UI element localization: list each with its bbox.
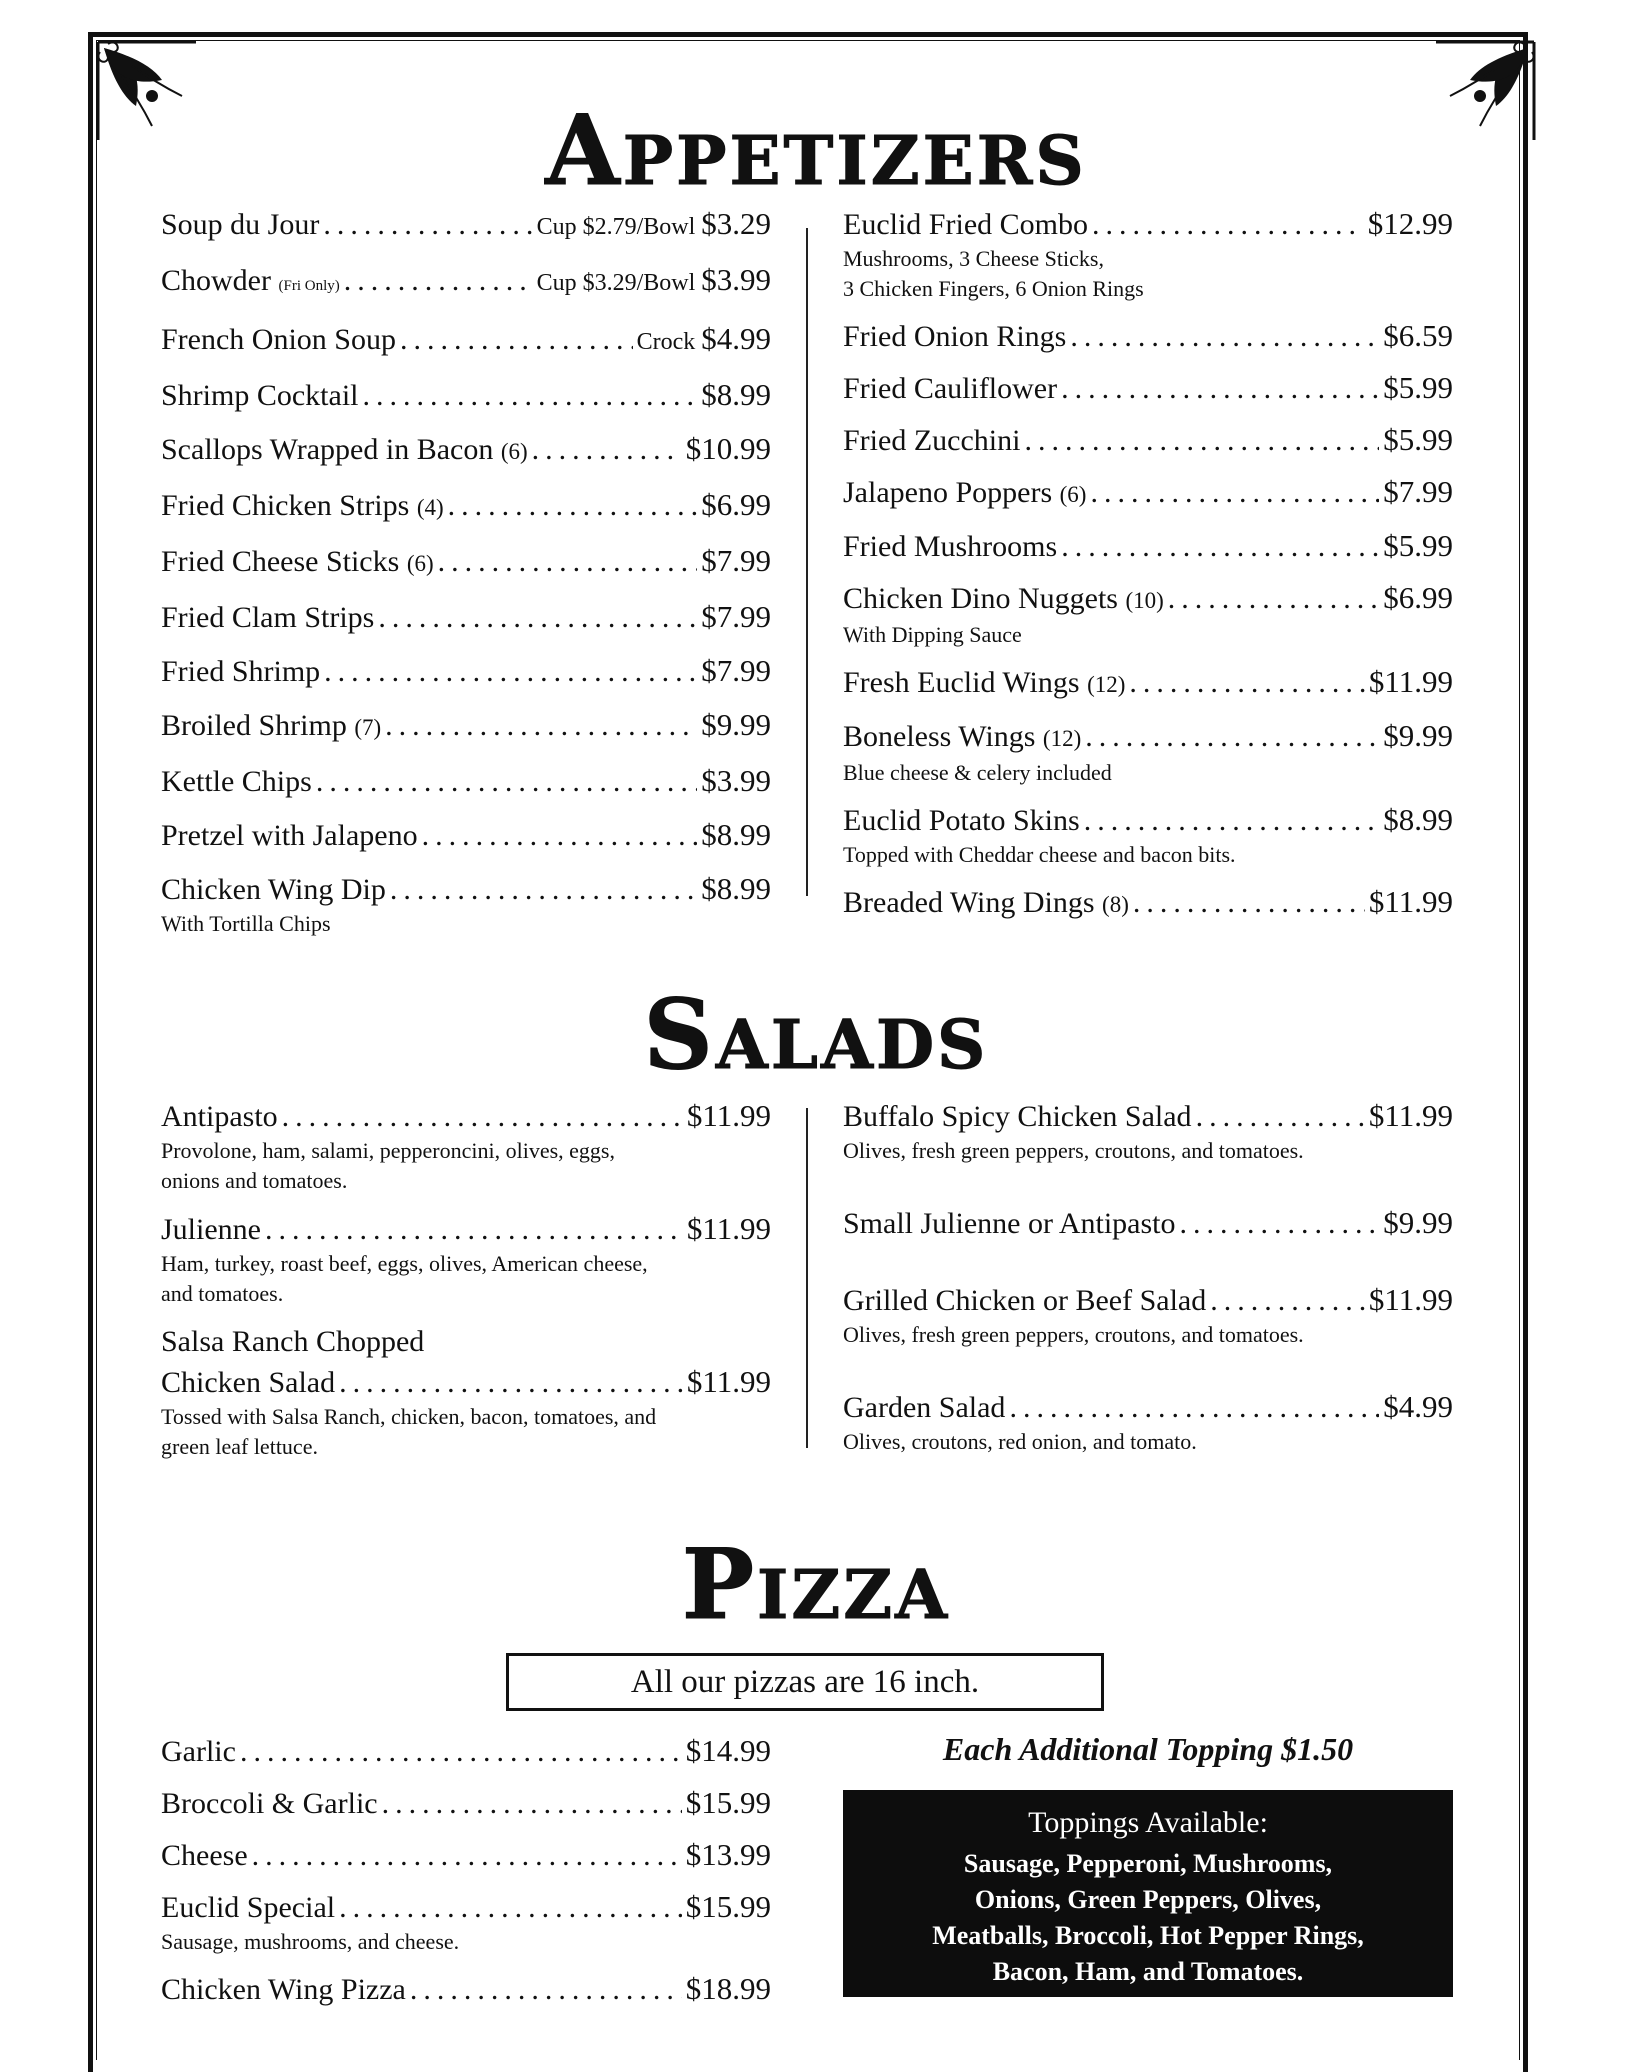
menu-item-price-prefix: Cup $3.29/Bowl xyxy=(536,270,702,296)
menu-item-name: Fried Shrimp xyxy=(161,655,321,688)
menu-item-description: Olives, fresh green peppers, croutons, and tomatoes. xyxy=(843,1322,1304,1347)
menu-item xyxy=(843,800,1453,871)
menu-item-price: $6.99 xyxy=(1383,580,1453,615)
menu-item-name: Garden Salad xyxy=(843,1391,1006,1424)
menu-item-row xyxy=(161,651,771,692)
menu-item-row xyxy=(161,1783,771,1824)
menu-item xyxy=(161,1783,771,1824)
menu-item-name: Fried Onion Rings xyxy=(843,320,1067,353)
dot-leader xyxy=(1070,317,1379,357)
menu-item-price: $3.99 xyxy=(701,763,771,798)
menu-item-name: Broccoli & Garlic xyxy=(161,1787,378,1820)
menu-item-price: $11.99 xyxy=(686,1364,771,1399)
menu-item-name: Euclid Special xyxy=(161,1891,336,1924)
menu-item-price: Crock $4.99 xyxy=(636,321,771,356)
menu-item-description: Olives, croutons, red onion, and tomato. xyxy=(843,1429,1197,1454)
menu-item-description: 3 Chicken Fingers, 6 Onion Rings xyxy=(843,276,1144,301)
menu-item-name: Fried Clam Strips xyxy=(161,601,375,634)
menu-item-row xyxy=(843,1096,1453,1137)
menu-item-price: $14.99 xyxy=(685,1733,771,1768)
menu-item-row xyxy=(843,1387,1453,1428)
dot-leader xyxy=(344,261,533,301)
menu-item-description: Blue cheese & celery included xyxy=(843,760,1112,785)
menu-item-name: Boneless Wings (12) xyxy=(843,720,1082,753)
menu-item-row xyxy=(843,1203,1453,1244)
menu-item-note: (8) xyxy=(1102,892,1129,917)
menu-item-row xyxy=(161,1969,771,2010)
pizza-size-note: All our pizzas are 16 inch. xyxy=(506,1653,1104,1711)
menu-item-price: $8.99 xyxy=(701,817,771,852)
menu-item xyxy=(843,316,1453,357)
menu-item-price: $9.99 xyxy=(1383,1205,1453,1240)
menu-item-name: French Onion Soup xyxy=(161,323,396,356)
menu-item-description: Provolone, ham, salami, pepperoncini, olives, eggs, xyxy=(161,1138,615,1163)
menu-item-description: Ham, turkey, roast beef, eggs, olives, American cheese, xyxy=(161,1251,648,1276)
pizza-heading: Pizza xyxy=(681,1528,951,1641)
appetizers-left-column xyxy=(161,204,771,953)
menu-item-name: Soup du Jour xyxy=(161,208,320,241)
menu-item xyxy=(843,1280,1453,1351)
salads-right-column xyxy=(843,1096,1453,1494)
menu-item-price: $9.99 xyxy=(1383,718,1453,753)
appetizers-right-column xyxy=(843,204,1453,936)
menu-item-row xyxy=(161,319,771,362)
menu-item-note: (6) xyxy=(1059,482,1087,507)
menu-item-row xyxy=(161,204,771,247)
menu-item-name: Buffalo Spicy Chicken Salad xyxy=(843,1100,1192,1133)
menu-item-name-line: Salsa Ranch Chopped xyxy=(161,1325,425,1358)
menu-item-price: $11.99 xyxy=(1368,1098,1453,1133)
dot-leader xyxy=(1085,717,1379,757)
menu-item-note: (12) xyxy=(1087,672,1126,697)
dot-leader xyxy=(1090,473,1379,513)
dot-leader xyxy=(252,1836,682,1876)
menu-item-name: Kettle Chips xyxy=(161,765,312,798)
menu-item-row xyxy=(161,260,771,306)
menu-item-price: $6.99 xyxy=(701,487,771,522)
menu-item xyxy=(843,578,1453,651)
menu-item-name: Cheese xyxy=(161,1839,248,1872)
menu-item xyxy=(843,1387,1453,1458)
pizza-column xyxy=(161,1731,771,2021)
menu-item-name: Garlic xyxy=(161,1735,236,1768)
menu-item xyxy=(161,485,771,528)
menu-item-name: Chicken Salad xyxy=(161,1366,336,1399)
dot-leader xyxy=(378,598,697,638)
menu-item xyxy=(161,1969,771,2010)
menu-item-description: With Dipping Sauce xyxy=(843,622,1022,647)
menu-item-description: onions and tomatoes. xyxy=(161,1168,348,1193)
menu-item-row xyxy=(843,1280,1453,1321)
menu-item-row xyxy=(843,882,1453,925)
menu-item-name: Euclid Potato Skins xyxy=(843,804,1080,837)
additional-topping-price: Each Additional Topping $1.50 xyxy=(942,1731,1354,1767)
menu-item xyxy=(161,761,771,802)
menu-item-price: $6.59 xyxy=(1383,318,1453,353)
menu-item-name: Antipasto xyxy=(161,1100,278,1133)
dot-leader xyxy=(1133,883,1365,923)
menu-item-price: $15.99 xyxy=(685,1889,771,1924)
menu-item xyxy=(161,1322,771,1463)
menu-item-row xyxy=(161,485,771,528)
menu-item-price: Cup $2.79/Bowl $3.29 xyxy=(536,206,771,241)
menu-item-row xyxy=(843,368,1453,409)
menu-item-name: Fried Chicken Strips (4) xyxy=(161,489,444,522)
dot-leader xyxy=(1009,1388,1379,1428)
menu-item xyxy=(161,429,771,472)
menu-item-name: Scallops Wrapped in Bacon (6) xyxy=(161,433,528,466)
dot-leader xyxy=(265,1210,683,1250)
dot-leader xyxy=(400,320,633,360)
menu-item-row xyxy=(161,761,771,802)
topping-line: Bacon, Ham, and Tomatoes. xyxy=(992,1957,1304,1986)
menu-item-row xyxy=(161,375,771,416)
dot-leader xyxy=(1024,421,1379,461)
menu-item-name: Chicken Wing Pizza xyxy=(161,1973,406,2006)
menu-item-price: $7.99 xyxy=(701,599,771,634)
menu-item xyxy=(843,1203,1453,1244)
menu-item-description: green leaf lettuce. xyxy=(161,1434,318,1459)
menu-item-row xyxy=(161,1887,771,1928)
menu-item-name: Chowder (Fri Only) xyxy=(161,264,340,297)
menu-item xyxy=(161,375,771,416)
dot-leader xyxy=(339,1363,683,1403)
menu-item xyxy=(843,1096,1453,1167)
menu-item-price: $7.99 xyxy=(1383,474,1453,509)
menu-item-price: $8.99 xyxy=(701,871,771,906)
menu-item-price: $11.99 xyxy=(686,1211,771,1246)
topping-line: Meatballs, Broccoli, Hot Pepper Rings, xyxy=(932,1921,1364,1950)
menu-item-row xyxy=(843,420,1453,461)
menu-item xyxy=(161,705,771,748)
menu-item-row xyxy=(161,429,771,472)
menu-item-name: Small Julienne or Antipasto xyxy=(843,1207,1176,1240)
menu-item-name: Fried Zucchini xyxy=(843,424,1021,457)
menu-item xyxy=(161,815,771,856)
menu-item-price: $10.99 xyxy=(685,431,771,466)
menu-item-row xyxy=(161,869,771,910)
menu-item-name: Fresh Euclid Wings (12) xyxy=(843,666,1126,699)
menu-item-description: Olives, fresh green peppers, croutons, and tomatoes. xyxy=(843,1138,1304,1163)
dot-leader xyxy=(323,205,532,245)
menu-item-row xyxy=(843,204,1453,245)
salads-left-column xyxy=(161,1096,771,1475)
menu-item-price: $5.99 xyxy=(1383,528,1453,563)
menu-item-price: $4.99 xyxy=(1383,1389,1453,1424)
menu-item-note: (10) xyxy=(1125,588,1164,613)
menu-item-row xyxy=(843,472,1453,515)
menu-item-note: (4) xyxy=(416,495,444,520)
menu-item-row xyxy=(161,597,771,638)
dot-leader xyxy=(438,542,698,582)
menu-item-description: Topped with Cheddar cheese and bacon bits. xyxy=(843,842,1236,867)
dot-leader xyxy=(316,762,697,802)
menu-item xyxy=(843,204,1453,305)
menu-item-row xyxy=(161,705,771,748)
menu-item-price: $5.99 xyxy=(1383,370,1453,405)
dot-leader xyxy=(339,1888,682,1928)
menu-item xyxy=(843,420,1453,461)
menu-item-name: Chicken Dino Nuggets (10) xyxy=(843,582,1164,615)
menu-item-price: $11.99 xyxy=(1368,1282,1453,1317)
menu-item-price: $9.99 xyxy=(701,707,771,742)
menu-item-name: Pretzel with Jalapeno xyxy=(161,819,418,852)
menu-item xyxy=(161,869,771,940)
menu-item xyxy=(161,1887,771,1958)
dot-leader xyxy=(1061,527,1379,567)
dot-leader xyxy=(448,486,698,526)
dot-leader xyxy=(1168,579,1379,619)
dot-leader xyxy=(363,376,698,416)
menu-item-price: $8.99 xyxy=(1383,802,1453,837)
menu-item-name: Julienne xyxy=(161,1213,261,1246)
menu-item xyxy=(843,662,1453,705)
dot-leader xyxy=(1179,1204,1379,1244)
menu-item-price: $13.99 xyxy=(685,1837,771,1872)
menu-item xyxy=(161,541,771,584)
dot-leader xyxy=(1084,801,1380,841)
menu-item-description: Tossed with Salsa Ranch, chicken, bacon, tomatoes, and xyxy=(161,1404,657,1429)
column-divider xyxy=(806,228,808,896)
menu-item-row xyxy=(161,541,771,584)
dot-leader xyxy=(1129,663,1365,703)
menu-item xyxy=(161,1731,771,1772)
menu-item-note: (7) xyxy=(354,715,382,740)
menu-item-price-prefix: Cup $2.79/Bowl xyxy=(536,214,702,240)
menu-item-row xyxy=(843,526,1453,567)
menu-item-row xyxy=(161,1835,771,1876)
column-divider xyxy=(806,1108,808,1448)
menu-item-description: Mushrooms, 3 Cheese Sticks, xyxy=(843,246,1104,271)
menu-item xyxy=(843,526,1453,567)
menu-item-name: Fried Mushrooms xyxy=(843,530,1058,563)
toppings-box xyxy=(843,1790,1453,1997)
dot-leader xyxy=(1196,1097,1365,1137)
menu-item xyxy=(843,716,1453,789)
dot-leader xyxy=(1092,205,1364,245)
menu-item-price: $7.99 xyxy=(701,543,771,578)
menu-item xyxy=(161,319,771,362)
dot-leader xyxy=(382,1784,682,1824)
menu-item-description: With Tortilla Chips xyxy=(161,911,331,936)
menu-item xyxy=(161,1096,771,1197)
menu-item-row xyxy=(161,1209,771,1250)
dot-leader xyxy=(532,430,682,470)
menu-item-name: Euclid Fried Combo xyxy=(843,208,1088,241)
topping-line: Sausage, Pepperoni, Mushrooms, xyxy=(963,1849,1333,1878)
menu-item-price-prefix: Crock xyxy=(636,329,702,355)
dot-leader xyxy=(1210,1281,1365,1321)
menu-item-row xyxy=(843,578,1453,621)
menu-item-price: $11.99 xyxy=(1368,884,1453,919)
menu-item-note: (Fri Only) xyxy=(278,278,340,294)
menu-item-name: Jalapeno Poppers (6) xyxy=(843,476,1087,509)
menu-item-description: Sausage, mushrooms, and cheese. xyxy=(161,1929,460,1954)
dot-leader xyxy=(324,652,697,692)
menu-item-row xyxy=(843,716,1453,759)
menu-item-row xyxy=(161,1731,771,1772)
menu-item-name: Grilled Chicken or Beef Salad xyxy=(843,1284,1207,1317)
toppings-list xyxy=(843,1844,1453,1990)
menu-item xyxy=(843,368,1453,409)
dot-leader xyxy=(390,870,697,910)
menu-item-row xyxy=(161,1096,771,1137)
menu-item-row xyxy=(843,800,1453,841)
menu-item-name: Fried Cheese Sticks (6) xyxy=(161,545,434,578)
menu-item-price: $8.99 xyxy=(701,377,771,412)
menu-item xyxy=(161,651,771,692)
menu-item-row xyxy=(161,1362,771,1403)
menu-item-name: Broiled Shrimp (7) xyxy=(161,709,382,742)
menu-item-price: $7.99 xyxy=(701,653,771,688)
dot-leader xyxy=(410,1970,682,2010)
dot-leader xyxy=(1061,369,1379,409)
menu-item-row xyxy=(843,316,1453,357)
toppings-title: Toppings Available: xyxy=(1028,1806,1268,1839)
menu-item-note: (6) xyxy=(500,439,528,464)
dot-leader xyxy=(385,706,697,746)
menu-item xyxy=(843,882,1453,925)
salads-heading: Salads xyxy=(643,978,989,1091)
menu-item-name: Chicken Wing Dip xyxy=(161,873,386,906)
menu-item xyxy=(161,1835,771,1876)
menu-item xyxy=(161,1209,771,1310)
dot-leader xyxy=(422,816,698,856)
menu-item-name: Shrimp Cocktail xyxy=(161,379,359,412)
topping-line: Onions, Green Peppers, Olives, xyxy=(974,1885,1322,1914)
menu-item-note: (12) xyxy=(1042,726,1082,751)
menu-item xyxy=(161,204,771,247)
dot-leader xyxy=(240,1732,682,1772)
menu-item-description: and tomatoes. xyxy=(161,1281,284,1306)
menu-item-note: (6) xyxy=(406,551,434,576)
menu-item-row xyxy=(843,662,1453,705)
menu-item-price: $18.99 xyxy=(685,1971,771,2006)
menu-item-price: $5.99 xyxy=(1383,422,1453,457)
menu-item xyxy=(843,472,1453,515)
menu-item xyxy=(161,597,771,638)
menu-item-price: $11.99 xyxy=(686,1098,771,1133)
menu-item-price: $15.99 xyxy=(685,1785,771,1820)
menu-item-name: Fried Cauliflower xyxy=(843,372,1058,405)
menu-item-price: $11.99 xyxy=(1368,664,1453,699)
dot-leader xyxy=(282,1097,683,1137)
menu-item-price: Cup $3.29/Bowl $3.99 xyxy=(536,262,771,297)
menu-item-row xyxy=(161,815,771,856)
appetizers-heading: Appetizers xyxy=(545,94,1087,207)
menu-item-name: Breaded Wing Dings (8) xyxy=(843,886,1129,919)
menu-item xyxy=(161,260,771,306)
menu-item-price: $12.99 xyxy=(1367,206,1453,241)
